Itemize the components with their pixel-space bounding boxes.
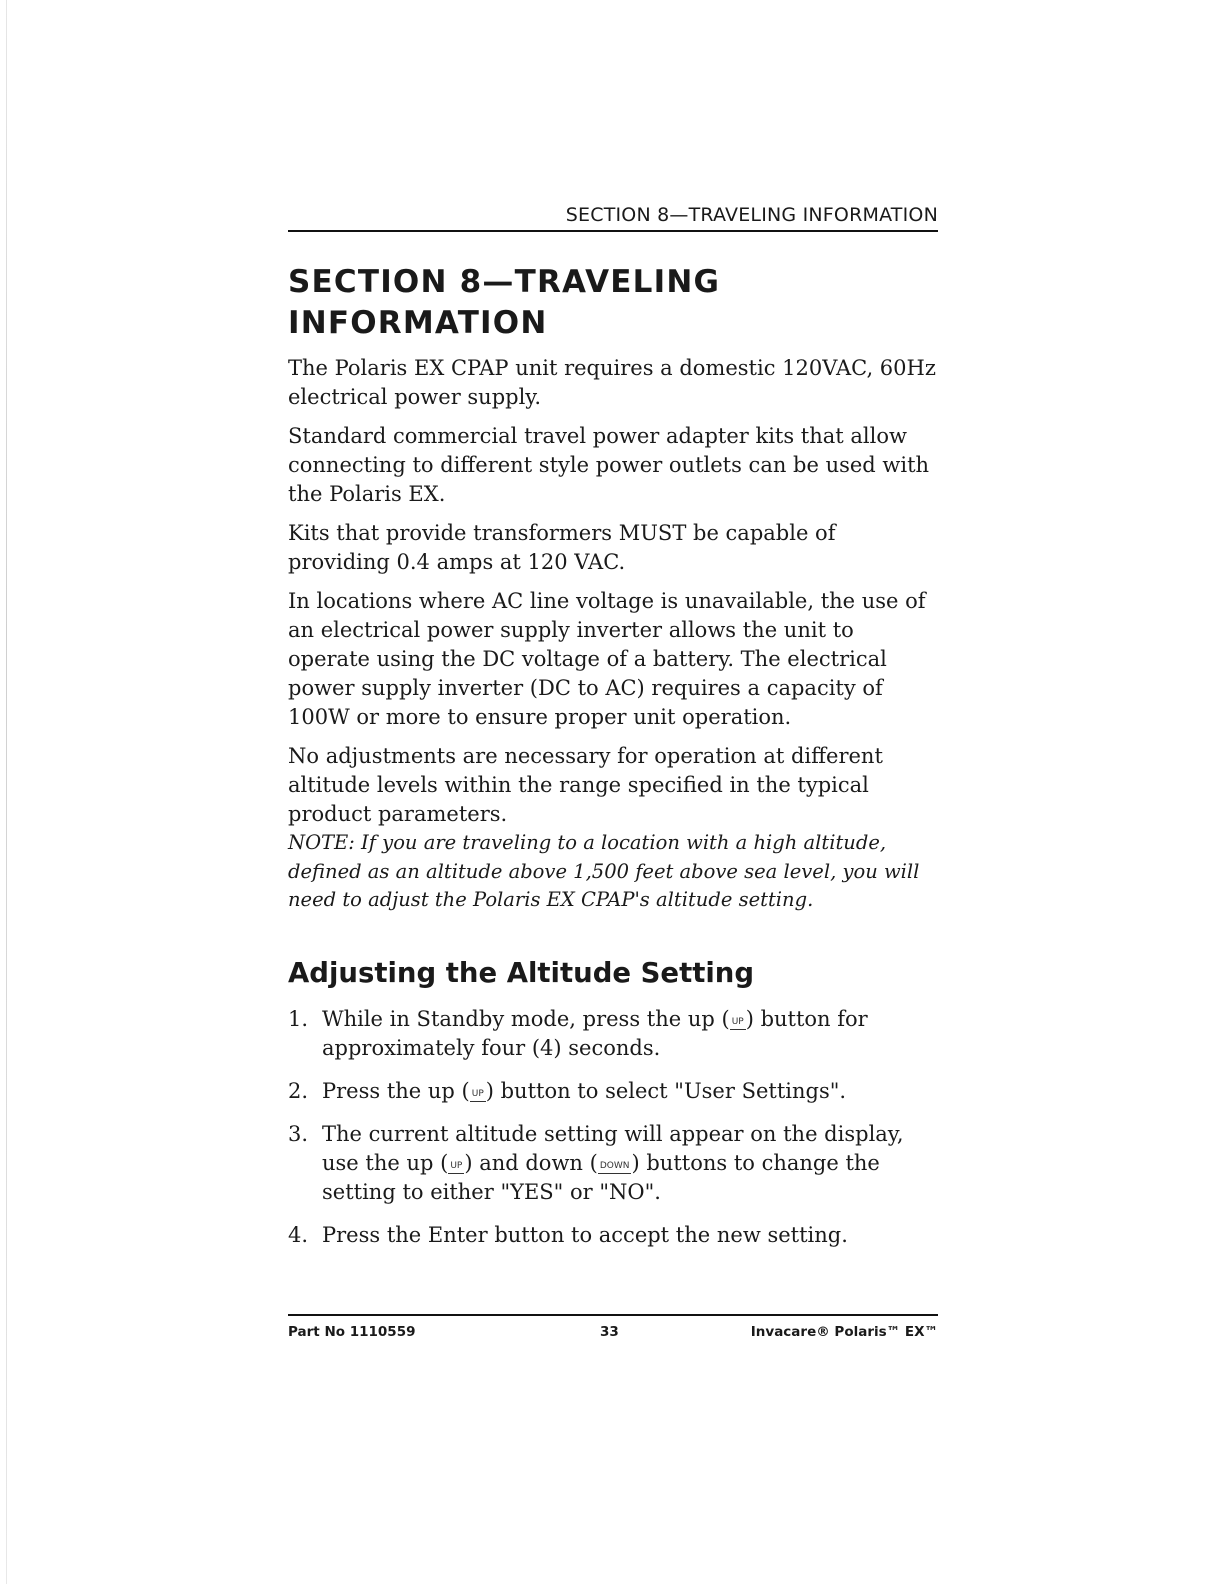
subheading-altitude-setting: Adjusting the Altitude Setting bbox=[288, 956, 755, 989]
footer-page-number: 33 bbox=[600, 1324, 619, 1340]
footer-product-name: Invacare® Polaris™ EX™ bbox=[750, 1324, 938, 1340]
paragraph-power-supply: The Polaris EX CPAP unit requires a domestic 120VAC, 60Hz electrical power supply. bbox=[288, 356, 936, 409]
paragraph-inverter: In locations where AC line voltage is unavailable, the use of an electrical power supply inverter allows the unit to operate using the DC voltage of a battery. The electrical power supply inverter (DC to AC) requires a capacity of 100W or more to ensure proper unit operation. bbox=[288, 589, 926, 729]
footer-part-number: Part No 1110559 bbox=[288, 1324, 416, 1340]
list-item bbox=[288, 1077, 938, 1106]
steps-list bbox=[288, 1005, 938, 1250]
section-title-line2: INFORMATION bbox=[288, 305, 548, 341]
paragraph-altitude: No adjustments are necessary for operation at different altitude levels within the range specified in the typical product parameters. bbox=[288, 744, 883, 826]
list-item bbox=[288, 1221, 938, 1250]
list-item bbox=[288, 1005, 938, 1063]
step-text: ) button for approximately four (4) seconds. bbox=[322, 1006, 868, 1060]
step-number: 4. bbox=[288, 1222, 309, 1247]
step-text: The current altitude setting will appear on the display, use the up ( bbox=[322, 1121, 904, 1175]
step-text: ) and down ( bbox=[464, 1150, 598, 1175]
step-number: 1. bbox=[288, 1006, 309, 1031]
step-text: ) button to select "User Settings". bbox=[485, 1078, 847, 1103]
down-button-icon: DOWN bbox=[598, 1159, 632, 1174]
paragraph-adapter-kits: Standard commercial travel power adapter kits that allow connecting to different style power outlets can be used with the Polaris EX. bbox=[288, 424, 930, 506]
body-text bbox=[288, 354, 938, 1264]
up-button-icon: UP bbox=[730, 1015, 746, 1030]
step-number: 2. bbox=[288, 1078, 309, 1103]
step-text: ) buttons to change the setting to either "YES" or "NO". bbox=[322, 1150, 880, 1204]
running-header: SECTION 8—TRAVELING INFORMATION bbox=[565, 204, 938, 226]
footer-rule bbox=[288, 1314, 938, 1316]
section-title bbox=[288, 262, 720, 344]
step-text: Press the Enter button to accept the new setting. bbox=[322, 1222, 848, 1247]
section-title-line1: SECTION 8—TRAVELING bbox=[288, 264, 721, 300]
step-text: Press the up ( bbox=[322, 1078, 470, 1103]
step-number: 3. bbox=[288, 1121, 309, 1146]
header-rule bbox=[288, 230, 938, 232]
up-button-icon: UP bbox=[470, 1087, 486, 1102]
footer bbox=[288, 1324, 938, 1348]
altitude-note: NOTE: If you are traveling to a location with a high altitude, defined as an altitude above 1,500 feet above sea level, you will need to adjust the Polaris EX CPAP's altitude setting. bbox=[288, 831, 920, 911]
scan-edge-line bbox=[6, 0, 7, 1584]
step-text: While in Standby mode, press the up ( bbox=[322, 1006, 730, 1031]
list-item bbox=[288, 1120, 938, 1207]
paragraph-transformers: Kits that provide transformers MUST be capable of providing 0.4 amps at 120 VAC. bbox=[288, 521, 836, 574]
up-button-icon: UP bbox=[448, 1159, 464, 1174]
